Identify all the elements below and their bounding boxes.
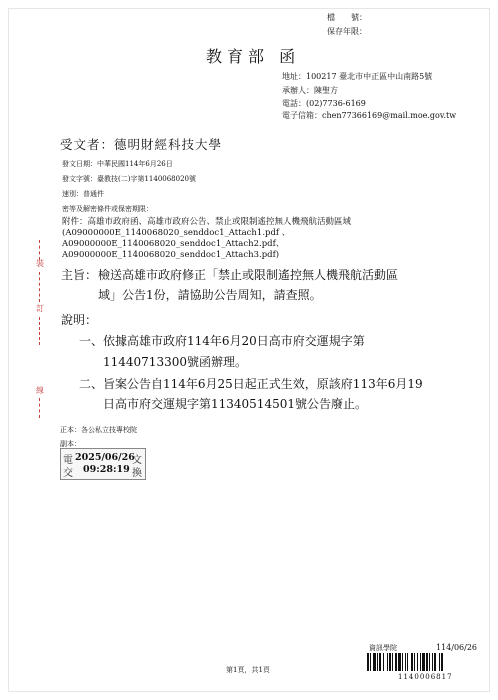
stamp-char-2: 文 xyxy=(132,455,142,466)
binding-line-lower xyxy=(39,317,40,345)
barcode-bar xyxy=(379,653,381,671)
subject-label: 主旨： xyxy=(61,268,98,282)
email: 電子信箱：chen77366169@mail.moe.gov.tw xyxy=(282,111,457,120)
barcode-bar xyxy=(392,653,393,671)
explanation-item-2-line-2: 日高市府交運規字第11340514501號公告廢止。 xyxy=(103,397,367,411)
barcode-bar xyxy=(389,653,391,671)
address: 地址：100217 臺北市中正區中山南路5號 xyxy=(282,72,433,81)
subject-line-2: 域」公告1份，請協助公告周知，請查照。 xyxy=(98,288,322,302)
barcode-bar xyxy=(373,653,376,671)
file-number-label: 檔 號： xyxy=(327,13,367,22)
binding-line-bottom xyxy=(39,398,40,418)
binding-line-mid xyxy=(39,272,40,302)
barcode xyxy=(367,653,485,671)
barcode-bar xyxy=(422,653,425,671)
issue-date: 發文日期：中華民國114年6月26日 xyxy=(62,160,173,168)
speed: 速別：普通件 xyxy=(62,190,104,198)
subject-line-1: 檢送高雄市政府修正「禁止或限制遙控無人機飛航活動區 xyxy=(98,268,399,282)
barcode-bar xyxy=(434,653,436,671)
recipient: 受文者：德明財經科技大學 xyxy=(60,137,223,152)
retention-label: 保存年限： xyxy=(327,27,367,36)
barcode-bar xyxy=(370,653,371,671)
barcode-bar xyxy=(367,653,369,671)
explanation-item-1-line-1: 一、依據高雄市政府114年6月20日高市府交運規字第 xyxy=(79,334,365,348)
barcode-bar xyxy=(377,653,378,671)
barcode-bar xyxy=(429,653,430,671)
explanation-item-1-line-2: 11440713300號函辦理。 xyxy=(103,355,247,369)
main-recipient: 正本：各公私立技專校院 xyxy=(60,426,137,434)
explanation-label: 說明： xyxy=(61,313,98,327)
barcode-bar xyxy=(417,653,418,671)
binding-mark-bottom: 線 xyxy=(36,386,44,395)
barcode-number: 1140006817 xyxy=(398,673,453,681)
barcode-bar xyxy=(432,653,433,671)
stamp-date: 2025/06/26 xyxy=(75,452,135,463)
binding-mark-mid: 訂 xyxy=(36,304,44,313)
barcode-bar xyxy=(402,653,403,671)
barcode-bar xyxy=(407,653,408,671)
handler: 承辦人：陳聖方 xyxy=(282,86,338,95)
barcode-bar xyxy=(441,653,443,671)
document-number: 發文字號：臺教技(二)字第1140068020號 xyxy=(62,175,196,183)
barcode-bar xyxy=(420,653,421,671)
copy-recipient: 副本： xyxy=(60,440,81,448)
barcode-bar xyxy=(426,653,428,671)
barcode-bar xyxy=(439,653,440,671)
phone: 電話：(02)7736-6169 xyxy=(282,99,366,108)
secrecy: 密等及解密條件或保密期限： xyxy=(62,205,153,213)
attachments: 附件：高雄市政府函、高雄市政府公告、禁止或限制遙控無人機飛航活動區域 (A09000000E_1140068020_senddoc1_Attach1.pdf 、 A09000000E_1140068020_senddoc1_Attach2.pdf、A09000000E_1140068020_senddoc1_Attach3.pdf) xyxy=(62,217,352,260)
footer-date: 114/06/26 xyxy=(436,643,478,652)
barcode-bar xyxy=(414,653,415,671)
barcode-bar xyxy=(405,653,406,671)
binding-line-top xyxy=(39,240,40,260)
stamp-char-3: 交 xyxy=(63,468,73,479)
explanation-item-2-line-1: 二、旨案公告自114年6月25日起正式生效，原該府113年6月19 xyxy=(79,377,423,391)
footer-stamp-label: 資訊學院 xyxy=(369,644,397,652)
document-title: 教育部 函 xyxy=(206,47,301,66)
stamp-char-1: 電 xyxy=(63,455,73,466)
barcode-bar xyxy=(398,653,401,671)
barcode-bar xyxy=(387,653,388,671)
page-number: 第1頁，共1頁 xyxy=(226,666,270,674)
barcode-bar xyxy=(411,653,413,671)
exchange-stamp xyxy=(60,448,146,480)
stamp-time: 09:28:19 xyxy=(83,464,130,475)
barcode-bar xyxy=(383,653,384,671)
barcode-bar xyxy=(395,653,397,671)
binding-mark-top: 裝 xyxy=(36,259,44,268)
stamp-char-4: 換 xyxy=(132,468,142,479)
